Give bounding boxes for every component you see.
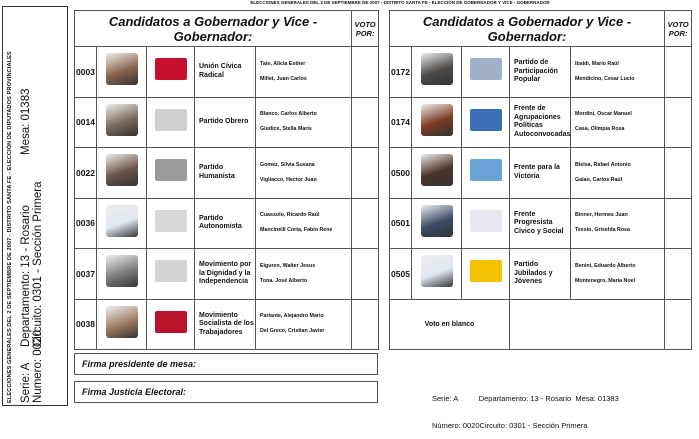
candidate-photo xyxy=(421,104,453,136)
candidate-photo xyxy=(106,306,138,338)
vote-box[interactable] xyxy=(665,97,692,148)
candidate-row xyxy=(390,198,692,249)
party-name: Frente para la Victoria xyxy=(510,148,571,199)
list-number: 0500 xyxy=(390,148,412,199)
governor-candidate: Tate, Alicia Esther xyxy=(260,60,306,67)
list-number: 0036 xyxy=(75,198,97,249)
vote-box[interactable] xyxy=(352,97,379,148)
vice-candidate: Del Greco, Cristian Javier xyxy=(260,328,325,335)
candidate-row xyxy=(75,148,379,199)
vote-box[interactable] xyxy=(665,148,692,199)
footer-line-1: Serie: A Departamento: 13 - Rosario Mesa: 01383 xyxy=(432,394,619,403)
candidates-cell xyxy=(256,249,352,300)
firma-presidente-label: Firma presidente de mesa: xyxy=(82,359,197,369)
left-candidates-table xyxy=(74,10,379,350)
footer-info xyxy=(432,376,619,439)
vote-box[interactable] xyxy=(352,148,379,199)
candidate-row xyxy=(75,198,379,249)
candidate-photo-cell xyxy=(97,148,147,199)
party-logo-cell xyxy=(147,47,195,98)
footer-line-2: Número: 0020Circuito: 0301 - Sección Primera xyxy=(432,421,588,430)
party-logo xyxy=(155,210,187,232)
table-title: Candidatos a Gobernador y Vice - Gobernador: xyxy=(390,11,665,47)
list-number: 0038 xyxy=(75,299,97,350)
party-logo xyxy=(470,210,502,232)
party-logo-cell xyxy=(147,198,195,249)
governor-candidate: Eiguren, Walter Jesus xyxy=(260,262,316,269)
vote-box[interactable] xyxy=(665,47,692,98)
vice-candidate: Millet, Juan Carlos xyxy=(260,75,307,82)
party-name: Unión Cívica Radical xyxy=(195,47,256,98)
candidate-photo-cell xyxy=(412,97,462,148)
candidates-cell xyxy=(571,97,665,148)
side-serie: Serie: A xyxy=(20,362,32,403)
candidate-photo xyxy=(106,154,138,186)
candidate-photo xyxy=(421,205,453,237)
vice-candidate: Mancinelli Corta, Fabio Rene xyxy=(260,227,333,234)
vote-box[interactable] xyxy=(352,249,379,300)
side-strip xyxy=(2,6,68,406)
table-title: Candidatos a Gobernador y Vice - Gobernador: xyxy=(75,11,352,47)
governor-candidate: Gomez, Silvia Susana xyxy=(260,161,315,168)
candidate-photo xyxy=(421,255,453,287)
list-number: 0003 xyxy=(75,47,97,98)
voto-header: VOTO POR: xyxy=(352,11,379,47)
governor-candidate: Binner, Hermes Juan xyxy=(575,212,628,219)
candidates-cell xyxy=(571,249,665,300)
election-header: ELECCIONES GENERALES DEL 2 DE SEPTIEMBRE DE 2007 - DISTRITO SANTA FE - ELECCIÓN DE GOBERNADOR Y VICE - GOBERNADOR xyxy=(250,0,550,5)
vote-box[interactable] xyxy=(352,47,379,98)
blank-vote-row xyxy=(390,299,692,350)
candidate-row xyxy=(390,148,692,199)
candidate-photo-cell xyxy=(412,148,462,199)
party-logo xyxy=(470,109,502,131)
vice-candidate: Mendicino, Cesar Lucio xyxy=(575,75,635,82)
candidate-photo-cell xyxy=(412,47,462,98)
candidate-photo xyxy=(106,53,138,85)
side-mesa: Mesa: 01383 xyxy=(20,88,32,155)
vice-candidate: Montenegro, Maria Noel xyxy=(575,277,636,284)
governor-candidate: Cuassolo, Ricardo Raúl xyxy=(260,212,320,219)
list-number: 0172 xyxy=(390,47,412,98)
side-departamento: Departamento: 13 - Rosario xyxy=(20,205,32,347)
party-logo-cell xyxy=(462,249,510,300)
party-logo-cell xyxy=(462,97,510,148)
candidate-row xyxy=(390,47,692,98)
candidate-photo-cell xyxy=(97,299,147,350)
governor-candidate: Parlante, Alejandro Mario xyxy=(260,313,324,320)
candidate-row xyxy=(390,97,692,148)
candidate-row xyxy=(75,47,379,98)
candidate-row xyxy=(390,249,692,300)
blank-vote-label: Voto en blanco xyxy=(390,299,510,350)
party-logo xyxy=(155,311,187,333)
party-logo-cell xyxy=(147,97,195,148)
party-logo-cell xyxy=(462,47,510,98)
voto-header: VOTO POR: xyxy=(665,11,692,47)
candidates-cell xyxy=(571,148,665,199)
party-name: Partido Humanista xyxy=(195,148,256,199)
vice-candidate: Tona, José Alberto xyxy=(260,277,308,284)
vice-candidate: Vigliacco, Hector Juan xyxy=(260,176,317,183)
candidate-photo xyxy=(106,205,138,237)
firma-justicia-box[interactable] xyxy=(74,381,378,403)
party-logo-cell xyxy=(462,198,510,249)
candidate-photo xyxy=(106,104,138,136)
right-candidates-table xyxy=(389,10,692,350)
party-logo-cell xyxy=(462,148,510,199)
candidates-cell xyxy=(256,97,352,148)
governor-candidate: Benini, Eduardo Alberto xyxy=(575,262,636,269)
party-name: Movimiento Socialista de los Trabajadores xyxy=(195,299,256,350)
candidate-photo xyxy=(421,154,453,186)
party-logo-cell xyxy=(147,148,195,199)
party-name: Frente Progresista Cívico y Social xyxy=(510,198,571,249)
vice-candidate: Casa, Olimpia Rosa xyxy=(575,126,625,133)
party-name: Partido Obrero xyxy=(195,97,256,148)
candidate-photo xyxy=(421,53,453,85)
party-name: Frente de Agrupaciones Políticas Autoconvocadas xyxy=(510,97,571,148)
vote-box[interactable] xyxy=(665,249,692,300)
list-number: 0501 xyxy=(390,198,412,249)
candidate-row xyxy=(75,249,379,300)
party-name: Movimiento por la Dignidad y la Independencia xyxy=(195,249,256,300)
party-name: Partido de Participación Popular xyxy=(510,47,571,98)
vote-box[interactable] xyxy=(352,299,379,350)
party-logo xyxy=(470,260,502,282)
vice-candidate: Galan, Carlos Raúl xyxy=(575,176,623,183)
governor-candidate: Ibaldi, Mario Raúl xyxy=(575,60,619,67)
candidates-cell xyxy=(256,47,352,98)
party-logo-cell xyxy=(147,249,195,300)
party-logo xyxy=(470,159,502,181)
candidates-cell xyxy=(256,148,352,199)
list-number: 0022 xyxy=(75,148,97,199)
side-numero: Numero: 0020 xyxy=(32,330,44,403)
governor-candidate: Bielsa, Rafael Antonio xyxy=(575,161,631,168)
candidate-photo-cell xyxy=(97,198,147,249)
party-logo xyxy=(155,58,187,80)
list-number: 0505 xyxy=(390,249,412,300)
candidate-row xyxy=(75,299,379,350)
vice-candidate: Giudice, Stella Maris xyxy=(260,126,312,133)
governor-candidate: Mordini, Oscar Manuel xyxy=(575,111,632,118)
party-name: Partido Autonomista xyxy=(195,198,256,249)
candidates-cell xyxy=(256,299,352,350)
list-number: 0174 xyxy=(390,97,412,148)
candidate-photo-cell xyxy=(97,47,147,98)
candidates-cell xyxy=(256,198,352,249)
vice-candidate: Tessio, Griselda Rosa xyxy=(575,227,630,234)
candidates-cell xyxy=(571,47,665,98)
candidate-photo xyxy=(106,255,138,287)
blank-vote-spacer xyxy=(510,299,665,350)
candidate-row xyxy=(75,97,379,148)
party-logo xyxy=(470,58,502,80)
firma-presidente-box[interactable] xyxy=(74,353,378,375)
blank-vote-box[interactable] xyxy=(665,299,692,350)
party-name: Partido Jubilados y Jóvenes xyxy=(510,249,571,300)
governor-candidate: Blanco, Carlos Alberto xyxy=(260,111,317,118)
vote-box[interactable] xyxy=(352,198,379,249)
candidate-photo-cell xyxy=(97,249,147,300)
candidate-photo-cell xyxy=(97,97,147,148)
candidate-photo-cell xyxy=(412,249,462,300)
firma-justicia-label: Firma Justicia Electoral: xyxy=(82,387,187,397)
party-logo-cell xyxy=(147,299,195,350)
vote-box[interactable] xyxy=(665,198,692,249)
candidate-photo-cell xyxy=(412,198,462,249)
side-election-line: ELECCIONES GENERALES DEL 2 DE SEPTIEMBRE DE 2007 - DISTRITO SANTA FE - ELECCIÓN DE DIPUTADOS PROVINCIALES xyxy=(7,51,13,403)
party-logo xyxy=(155,109,187,131)
list-number: 0014 xyxy=(75,97,97,148)
party-logo xyxy=(155,159,187,181)
list-number: 0037 xyxy=(75,249,97,300)
side-circuito: Circuito: 0301 - Sección Primera xyxy=(32,181,44,347)
party-logo xyxy=(155,260,187,282)
candidates-cell xyxy=(571,198,665,249)
